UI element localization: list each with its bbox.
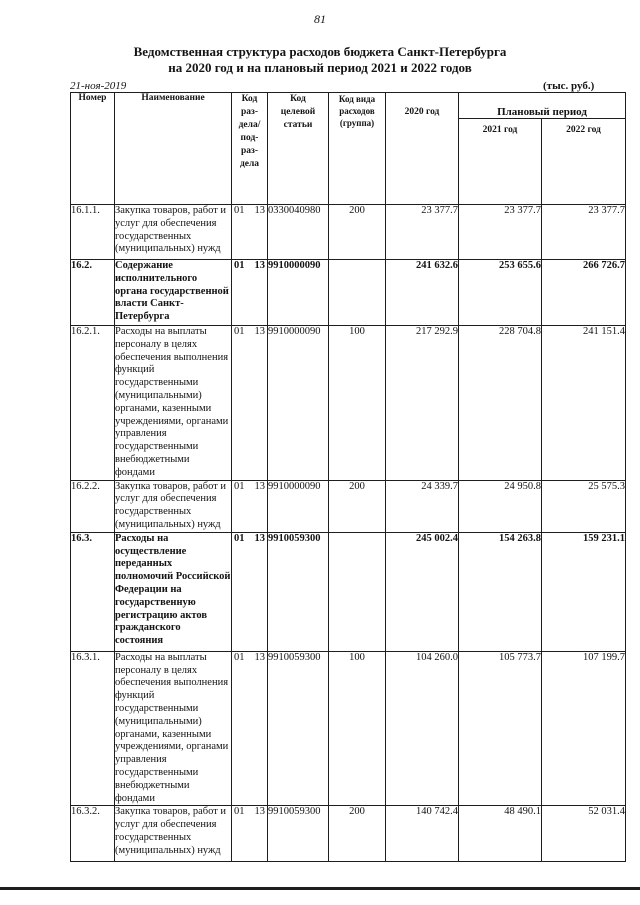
section-code: 01 — [234, 260, 245, 271]
row-value-2020: 217 292.9 — [386, 326, 459, 481]
header-target-code: Код целевой статьи — [268, 93, 329, 205]
table-row — [71, 651, 626, 806]
row-value-2022: 241 151.4 — [542, 326, 626, 481]
subsection-code: 13 — [254, 326, 265, 337]
row-number: 16.1.1. — [71, 205, 115, 260]
row-target-code: 9910059300 — [268, 651, 329, 806]
row-value-2020: 23 377.7 — [386, 205, 459, 260]
title-line-2: на 2020 год и на плановый период 2021 и 2022 годов — [168, 60, 472, 75]
row-name: Закупка товаров, работ и услуг для обеспечения государственных (муниципальных) нужд — [115, 480, 232, 532]
row-value-2021: 154 263.8 — [459, 532, 542, 651]
row-value-2021: 253 655.6 — [459, 260, 542, 326]
header-row-top — [71, 93, 626, 119]
row-target-code: 9910000090 — [268, 480, 329, 532]
row-expense-type: 200 — [329, 205, 386, 260]
budget-table — [70, 92, 626, 862]
document-title — [0, 44, 640, 76]
header-number: Номер — [71, 93, 115, 205]
row-value-2022: 23 377.7 — [542, 205, 626, 260]
subsection-code: 13 — [254, 260, 265, 271]
row-name: Закупка товаров, работ и услуг для обеспечения государственных (муниципальных) нужд — [115, 806, 232, 862]
header-name: Наименование — [115, 93, 232, 205]
row-value-2020: 245 002.4 — [386, 532, 459, 651]
row-value-2022: 107 199.7 — [542, 651, 626, 806]
row-expense-type: 200 — [329, 480, 386, 532]
row-expense-type: 200 — [329, 806, 386, 862]
subsection-code: 13 — [254, 651, 265, 663]
row-number: 16.3.1. — [71, 651, 115, 806]
row-expense-type: 100 — [329, 326, 386, 481]
row-value-2021: 228 704.8 — [459, 326, 542, 481]
row-expense-type — [329, 260, 386, 326]
row-target-code: 9910059300 — [268, 532, 329, 651]
page-number: 81 — [314, 12, 326, 26]
row-value-2022: 266 726.7 — [542, 260, 626, 326]
row-value-2022: 25 575.3 — [542, 480, 626, 532]
row-name: Содержание исполнительного органа государственной власти Санкт-Петербурга — [115, 260, 232, 326]
row-value-2020: 24 339.7 — [386, 480, 459, 532]
row-section-code — [232, 532, 268, 651]
row-name: Расходы на выплаты персоналу в целях обеспечения выполнения функций государственными (муниципальными) органами, казенными учреждениями, органами управления государственными внебюджетными фондами — [115, 651, 232, 806]
table-row — [71, 326, 626, 481]
section-code: 01 — [234, 651, 245, 663]
row-section-code — [232, 480, 268, 532]
row-name: Расходы на осуществление переданных полномочий Российской Федерации на государственную регистрацию актов гражданского состояния — [115, 532, 232, 651]
row-section-code — [232, 260, 268, 326]
header-expense-type: Код вида расходов (группа) — [329, 93, 386, 205]
header-2022: 2022 год — [542, 119, 626, 205]
row-number: 16.3.2. — [71, 806, 115, 862]
row-value-2020: 241 632.6 — [386, 260, 459, 326]
subsection-code: 13 — [254, 480, 265, 492]
row-number: 16.2. — [71, 260, 115, 326]
row-number: 16.2.2. — [71, 480, 115, 532]
row-section-code — [232, 806, 268, 862]
table-row — [71, 806, 626, 862]
table-row — [71, 532, 626, 651]
row-expense-type: 100 — [329, 651, 386, 806]
row-target-code: 9910000090 — [268, 260, 329, 326]
section-code: 01 — [234, 806, 245, 818]
row-number: 16.3. — [71, 532, 115, 651]
row-section-code — [232, 326, 268, 481]
row-value-2021: 48 490.1 — [459, 806, 542, 862]
row-target-code: 0330040980 — [268, 205, 329, 260]
subsection-code: 13 — [254, 532, 265, 544]
row-value-2021: 105 773.7 — [459, 651, 542, 806]
row-expense-type — [329, 532, 386, 651]
table-row — [71, 205, 626, 260]
row-number: 16.2.1. — [71, 326, 115, 481]
header-2021: 2021 год — [459, 119, 542, 205]
header-planned-period: Плановый период — [459, 93, 626, 119]
row-target-code: 9910059300 — [268, 806, 329, 862]
row-value-2021: 24 950.8 — [459, 480, 542, 532]
row-value-2020: 140 742.4 — [386, 806, 459, 862]
table-row — [71, 480, 626, 532]
row-value-2021: 23 377.7 — [459, 205, 542, 260]
header-section-code: Код раз- дела/ под- раз- дела — [232, 93, 268, 205]
row-value-2022: 52 031.4 — [542, 806, 626, 862]
report-date: 21-ноя-2019 — [70, 80, 127, 92]
subsection-code: 13 — [254, 806, 265, 818]
subsection-code: 13 — [254, 205, 265, 216]
page-bottom-rule — [0, 887, 640, 890]
row-name: Расходы на выплаты персоналу в целях обеспечения выполнения функций государственными (муниципальными) органами, казенными учреждениями, органами управления государственными внебюджетными фондами — [115, 326, 232, 481]
row-section-code — [232, 651, 268, 806]
section-code: 01 — [234, 532, 245, 544]
title-line-1: Ведомственная структура расходов бюджета Санкт-Петербурга — [133, 44, 507, 59]
row-value-2020: 104 260.0 — [386, 651, 459, 806]
section-code: 01 — [234, 326, 245, 337]
row-target-code: 9910000090 — [268, 326, 329, 481]
row-name: Закупка товаров, работ и услуг для обеспечения государственных (муниципальных) нужд — [115, 205, 232, 260]
row-value-2022: 159 231.1 — [542, 532, 626, 651]
row-section-code — [232, 205, 268, 260]
section-code: 01 — [234, 480, 245, 492]
section-code: 01 — [234, 205, 245, 216]
table-row — [71, 260, 626, 326]
units-label: (тыс. руб.) — [543, 80, 595, 92]
header-2020: 2020 год — [386, 93, 459, 205]
